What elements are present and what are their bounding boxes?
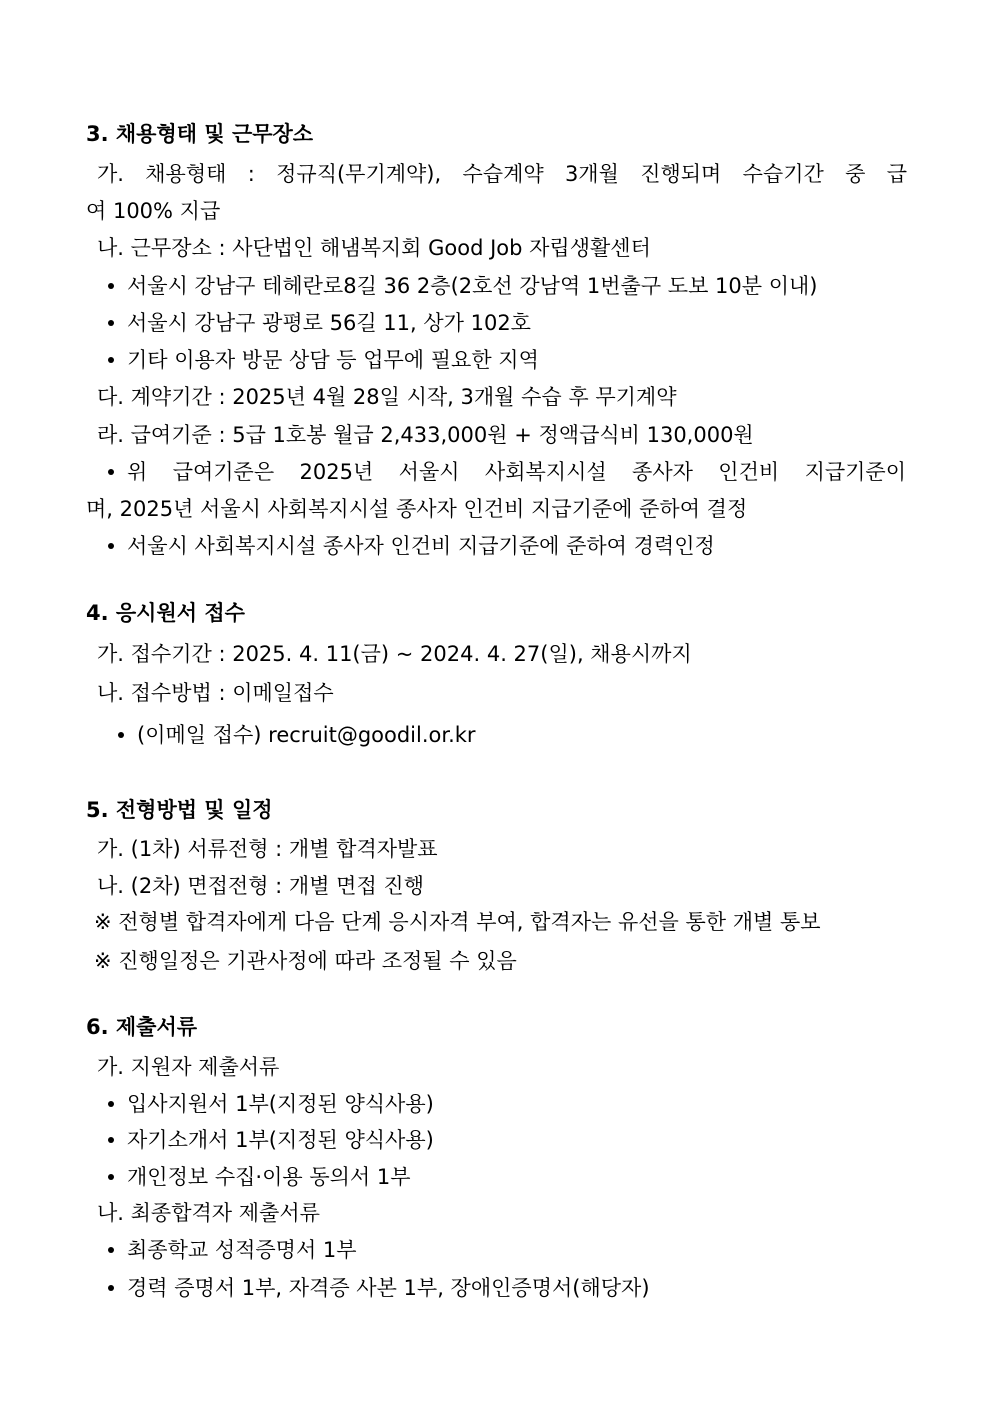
salary-line: 라. 급여기준 : 5급 1호봉 월급 2,433,000원 + 정액급식비 130,000원 bbox=[97, 423, 754, 447]
selection-stage-2: 나. (2차) 면접전형 : 개별 면접 진행 bbox=[97, 874, 424, 898]
application-email-bullet bbox=[118, 720, 476, 750]
applicant-document-3: 개인정보 수집·이용 동의서 1부 bbox=[127, 1165, 411, 1189]
selection-stage-1: 가. (1차) 서류전형 : 개별 합격자발표 bbox=[97, 837, 438, 861]
final-document-bullet bbox=[108, 1235, 357, 1265]
final-documents-line: 나. 최종합격자 제출서류 bbox=[97, 1201, 320, 1225]
bullet-icon bbox=[108, 469, 114, 475]
bullet-icon bbox=[108, 357, 114, 363]
workplace-address-2: 서울시 강남구 광평로 56길 11, 상가 102호 bbox=[127, 311, 531, 335]
bullet-icon bbox=[108, 1247, 114, 1253]
applicant-document-bullet bbox=[108, 1089, 434, 1119]
application-period-line: 가. 접수기간 : 2025. 4. 11(금) ~ 2024. 4. 27(일), 채용시까지 bbox=[97, 642, 692, 666]
salary-bullet bbox=[108, 457, 906, 487]
salary-note-1: 위 급여기준은 2025년 서울시 사회복지시설 종사자 인건비 지급기준이 bbox=[127, 460, 906, 484]
section-heading-documents: 6. 제출서류 bbox=[86, 1015, 198, 1039]
applicant-document-bullet bbox=[108, 1125, 434, 1155]
bullet-icon bbox=[108, 543, 114, 549]
salary-note-1-cont: 며, 2025년 서울시 사회복지시설 종사자 인건비 지급기준에 준하여 결정 bbox=[86, 497, 748, 521]
selection-note-1: ※ 전형별 합격자에게 다음 단계 응시자격 부여, 합격자는 유선을 통한 개별 통보 bbox=[94, 910, 821, 934]
workplace-bullet bbox=[108, 308, 531, 338]
employment-type-line: 가. 채용형태 : 정규직(무기계약), 수습계약 3개월 진행되며 수습기간 중 급 bbox=[97, 162, 907, 186]
section-heading-application: 4. 응시원서 접수 bbox=[86, 601, 245, 625]
section-heading-employment: 3. 채용형태 및 근무장소 bbox=[86, 122, 314, 146]
section-heading-selection: 5. 전형방법 및 일정 bbox=[86, 798, 273, 822]
selection-note-2: ※ 진행일정은 기관사정에 따라 조정될 수 있음 bbox=[94, 949, 517, 973]
bullet-icon bbox=[118, 732, 124, 738]
bullet-icon bbox=[108, 1174, 114, 1180]
workplace-other: 기타 이용자 방문 상담 등 업무에 필요한 지역 bbox=[127, 348, 539, 372]
application-email: (이메일 접수) recruit@goodil.or.kr bbox=[137, 723, 476, 747]
applicant-document-2: 자기소개서 1부(지정된 양식사용) bbox=[127, 1128, 434, 1152]
workplace-line: 나. 근무장소 : 사단법인 해냄복지회 Good Job 자립생활센터 bbox=[97, 236, 651, 260]
application-method-line: 나. 접수방법 : 이메일접수 bbox=[97, 681, 334, 705]
final-document-bullet bbox=[108, 1273, 650, 1303]
workplace-bullet bbox=[108, 345, 539, 375]
applicant-documents-line: 가. 지원자 제출서류 bbox=[97, 1055, 280, 1079]
final-document-1: 최종학교 성적증명서 1부 bbox=[127, 1238, 357, 1262]
bullet-icon bbox=[108, 1285, 114, 1291]
bullet-icon bbox=[108, 283, 114, 289]
final-document-2: 경력 증명서 1부, 자격증 사본 1부, 장애인증명서(해당자) bbox=[127, 1276, 650, 1300]
contract-period-line: 다. 계약기간 : 2025년 4월 28일 시작, 3개월 수습 후 무기계약 bbox=[97, 385, 677, 409]
applicant-document-1: 입사지원서 1부(지정된 양식사용) bbox=[127, 1092, 434, 1116]
bullet-icon bbox=[108, 320, 114, 326]
salary-note-2: 서울시 사회복지시설 종사자 인건비 지급기준에 준하여 경력인정 bbox=[127, 534, 715, 558]
employment-type-line-cont: 여 100% 지급 bbox=[86, 199, 221, 223]
bullet-icon bbox=[108, 1101, 114, 1107]
salary-bullet bbox=[108, 531, 715, 561]
workplace-bullet bbox=[108, 271, 818, 301]
applicant-document-bullet bbox=[108, 1162, 411, 1192]
bullet-icon bbox=[108, 1137, 114, 1143]
workplace-address-1: 서울시 강남구 테헤란로8길 36 2층(2호선 강남역 1번출구 도보 10분 이내) bbox=[127, 274, 818, 298]
